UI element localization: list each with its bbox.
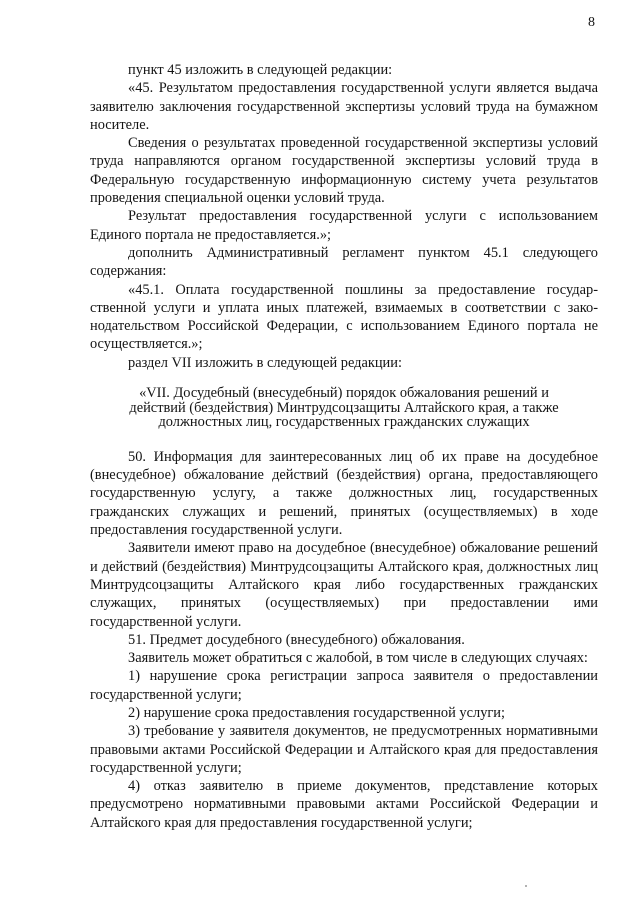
section-heading: «VII. Досудебный (внесудебный) порядок обжалования решений и действий (бездействия) Минтрудсоцзащиты Алтайского края, а также должностных лиц, государственных гражданских служащих <box>129 385 559 431</box>
scan-speck <box>525 885 527 887</box>
paragraph: Заявитель может обратиться с жалобой, в том числе в следующих случаях: <box>128 650 588 667</box>
list-item: 4) отказ заявителю в приеме документов, представление которых предусмотрено нормативными правовыми актами Российской Федерации и Алтайского края для предоставления государственной услуги; <box>90 778 598 831</box>
paragraph: 51. Предмет досудебного (внесудебного) обжалования. <box>128 631 465 648</box>
document-body <box>90 61 598 832</box>
list-item: 1) нарушение срока регистрации запроса заявителя о предоставлении государственной услуги; <box>90 668 598 703</box>
paragraph: Результат предоставления государственной услуги с использованием Единого портала не предоставляется.»; <box>90 208 598 243</box>
paragraph: «45.1. Оплата государственной пошлины за предоставление государственной услуги и уплата иных платежей, взимаемых в соответствии с законодательством Российской Федерации, с использованием Единого портала не осуществляется.»; <box>90 281 598 353</box>
paragraph: Заявители имеют право на досудебное (внесудебное) обжалование решений и действий (бездействия) Минтрудсоцзащиты Алтайского края, должностных лиц Минтрудсоцзащиты Алтайского края либо государственных гражданских служащих, принятых (осуществляемых) при предоставлении ими государственной услуги. <box>90 540 598 630</box>
page-number: 8 <box>588 15 595 30</box>
paragraph: 50. Информация для заинтересованных лиц об их праве на досудебное (внесудебное) обжалование действий (бездействия) органа, предоставляющего государственную услугу, а также должностных лиц, государственных гражданских служащих и решений, принятых (осуществляемых) в ходе предоставления государственной услуги. <box>90 448 598 539</box>
paragraph: «45. Результатом предоставления государственной услуги является выдача заявителю заключения государственной экспертизы условий труда на бумажном носителе. <box>90 80 598 133</box>
paragraph: дополнить Административный регламент пунктом 45.1 следующего содержания: <box>90 244 598 280</box>
paragraph: раздел VII изложить в следующей редакции: <box>128 354 402 371</box>
paragraph: пункт 45 изложить в следующей редакции: <box>128 62 393 78</box>
list-item: 3) требование у заявителя документов, не предусмотренных нормативными правовыми актами Российской Федерации и Алтайского края для предоставления государственной услуги; <box>90 723 598 776</box>
paragraph: Сведения о результатах проведенной государственной экспертизы условий труда направляются органом государственной экспертизы условий труда в Федеральную государственную информационную систему учета результатов проведения специальной оценки условий труда. <box>90 135 598 207</box>
list-item: 2) нарушение срока предоставления государственной услуги; <box>128 704 505 721</box>
